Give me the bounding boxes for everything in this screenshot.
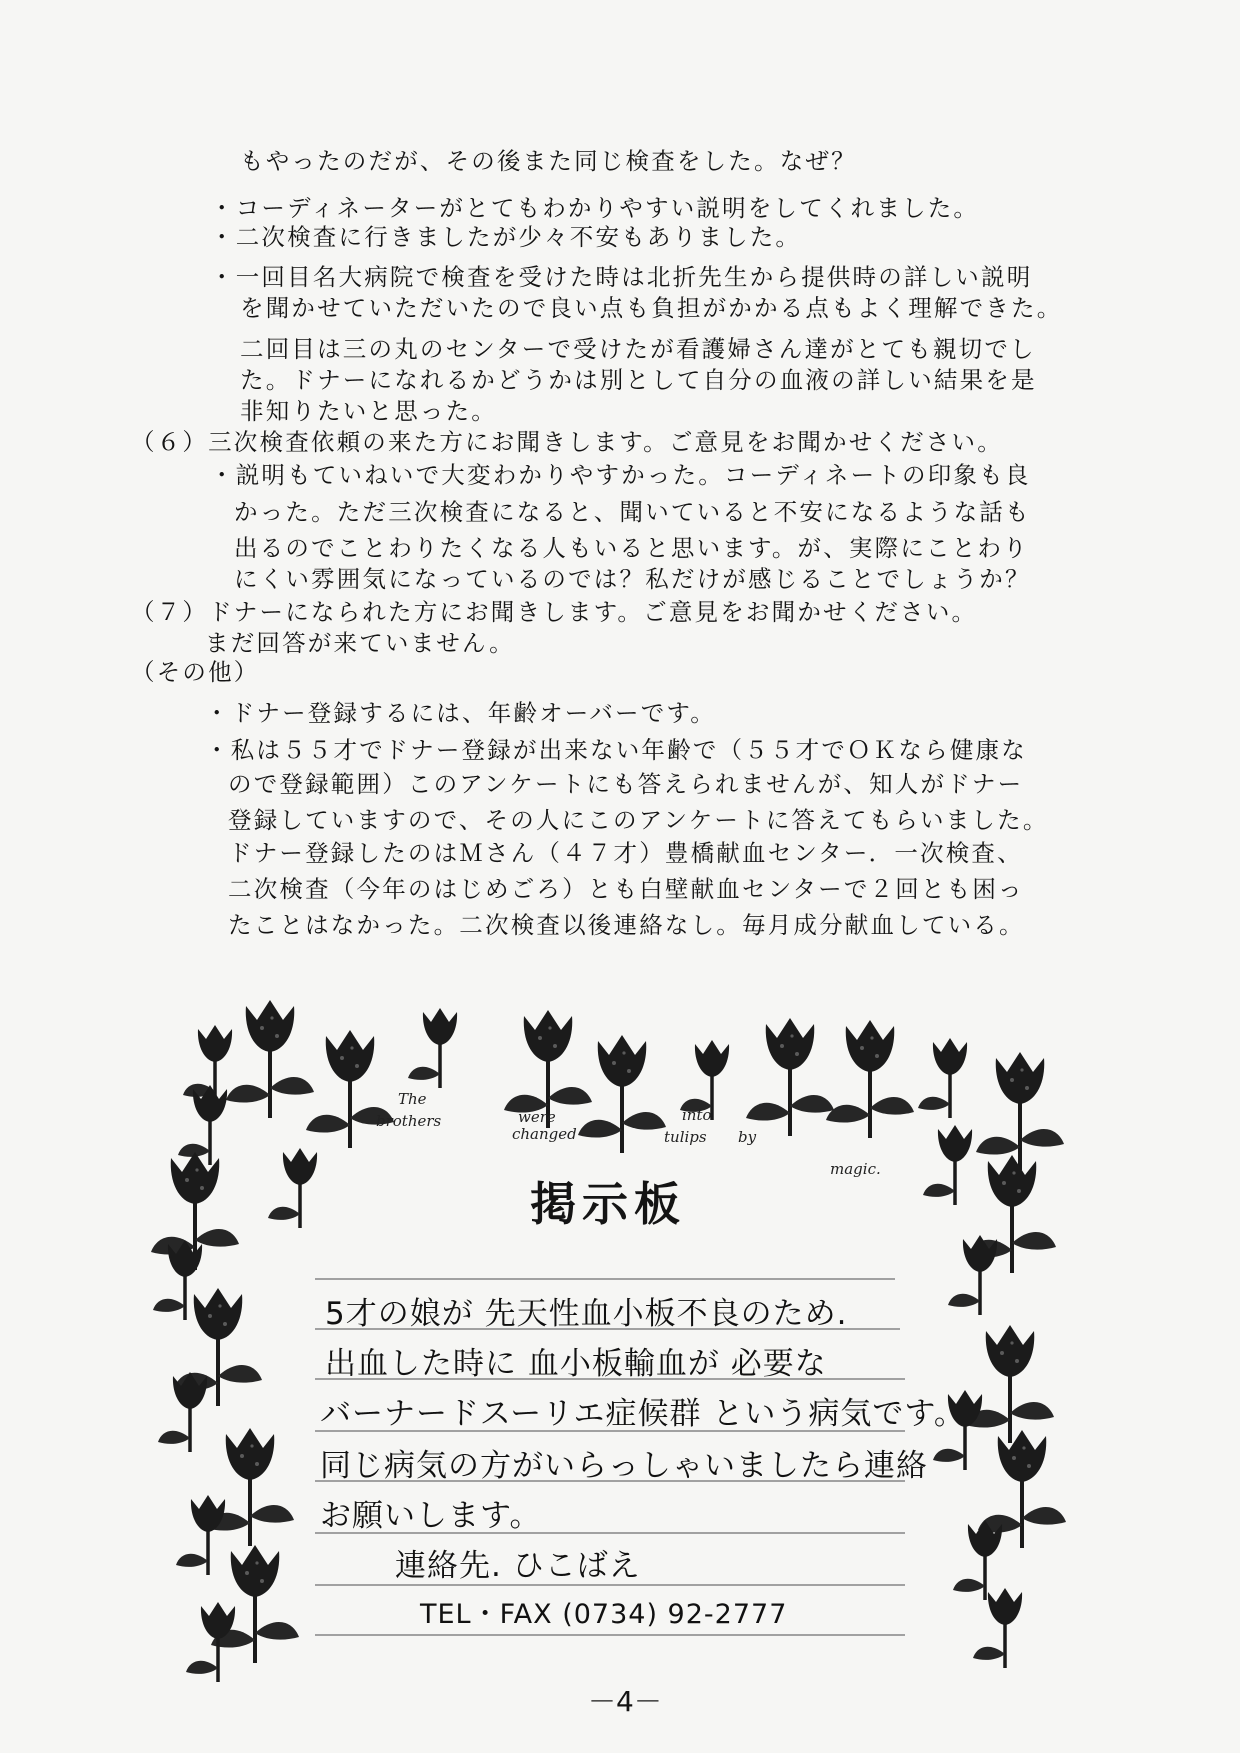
text-line-8: 非知りたいと思った。 <box>240 397 497 425</box>
text-line-22: 二次検査（今年のはじめごろ）とも白壁献血センターで２回とも困っ <box>228 875 1024 903</box>
decoration-word-changed: changed <box>512 1125 577 1143</box>
tulip-icon <box>826 1020 914 1138</box>
text-line-7: た。ドナーになれるかどうかは別として自分の血液の詳しい結果を是 <box>240 366 1037 394</box>
tulip-bud-icon <box>268 1148 317 1228</box>
text-line-10: ・説明もていねいで大変わかりやすかった。コーディネートの印象も良 <box>210 461 1031 489</box>
decoration-word-by: by <box>738 1128 757 1146</box>
ruled-line <box>315 1634 905 1636</box>
tulip-icon <box>206 1428 294 1546</box>
tulip-icon <box>151 1152 239 1270</box>
tulip-bud-icon <box>923 1125 972 1205</box>
board-line-2: 出血した時に 血小板輸血が 必要な <box>325 1346 827 1382</box>
board-line-3: バーナードスーリエ症候群 という病気です。 <box>320 1396 966 1432</box>
other-heading: （その他） <box>131 658 260 686</box>
text-line-18: ・私は５５才でドナー登録が出来ない年齢で（５５才でＯＫなら健康な <box>205 736 1027 764</box>
tulip-icon <box>306 1030 394 1148</box>
board-line-5: お願いします。 <box>320 1498 542 1534</box>
tulip-bud-icon <box>176 1495 225 1575</box>
text-line-23: たことはなかった。二次検査以後連絡なし。毎月成分献血している。 <box>228 911 1025 939</box>
text-line-11: かった。ただ三次検査になると、聞いていると不安になるような話も <box>234 498 1031 526</box>
text-line-3: ・二次検査に行きましたが少々不安もありました。 <box>210 223 802 251</box>
tulip-bud-icon <box>178 1085 227 1165</box>
question-7-heading: （７）ドナーになられた方にお聞きします。ご意見をお聞かせください。 <box>131 598 978 626</box>
tulip-icon <box>226 1000 314 1118</box>
board-contact-name: 連絡先. ひこばえ <box>395 1548 641 1584</box>
tulip-icon <box>211 1545 299 1663</box>
tulip-bud-icon <box>973 1588 1022 1668</box>
text-line-21: ドナー登録したのはＭさん（４７才）豊橋献血センター．一次検査、 <box>228 839 1023 867</box>
decoration-word-brothers: brothers <box>376 1112 442 1130</box>
decoration-word-tulips: tulips <box>664 1128 707 1146</box>
text-line-19: ので登録範囲）このアンケートにも答えられませんが、知人がドナー <box>228 770 1024 798</box>
decoration-word-into: into <box>682 1106 712 1124</box>
tulip-icon <box>578 1035 666 1153</box>
text-line-13: にくい雰囲気になっているのでは？私だけが感じることでしょうか？ <box>234 565 1031 593</box>
tulip-icon <box>976 1052 1064 1170</box>
question-6-heading: （６）三次検査依頼の来た方にお聞きします。ご意見をお聞かせください。 <box>131 428 1003 456</box>
text-line-15: まだ回答が来ていません。 <box>205 629 515 657</box>
tulip-icon <box>966 1325 1054 1443</box>
text-line-5: を聞かせていただいたので良い点も負担がかかる点もよく理解できた。 <box>240 294 1063 322</box>
ruled-line <box>315 1278 895 1280</box>
decoration-word-magic: magic. <box>830 1160 881 1178</box>
decoration-word-the: The <box>398 1090 427 1108</box>
board-line-1: 5才の娘が 先天性血小板不良のため. <box>325 1296 848 1332</box>
decoration-word-were: were <box>518 1108 556 1126</box>
tulip-bud-icon <box>408 1008 457 1088</box>
tulip-bud-icon <box>918 1038 967 1118</box>
page-number: －4－ <box>588 1685 662 1718</box>
board-title: 掲示板 <box>530 1177 686 1231</box>
tulip-icon <box>746 1018 834 1136</box>
text-line-12: 出るのでことわりたくなる人もいると思います。が、実際にことわり <box>234 534 1029 562</box>
text-line-2: ・コーディネーターがとてもわかりやすい説明をしてくれました。 <box>210 194 980 222</box>
text-line-6: 二回目は三の丸のセンターで受けたが看護婦さん達がとても親切でし <box>240 335 1036 363</box>
board-contact-phone: TEL・FAX (0734) 92-2777 <box>420 1599 788 1630</box>
text-line-1: もやったのだが、その後また同じ検査をした。なぜ？ <box>240 147 857 175</box>
text-line-17: ・ドナー登録するには、年齢オーバーです。 <box>205 699 716 727</box>
text-line-20: 登録していますので、その人にこのアンケートに答えてもらいました。 <box>228 806 1049 834</box>
board-line-4: 同じ病気の方がいらっしゃいましたら連絡 <box>320 1448 928 1484</box>
text-line-4: ・一回目名大病院で検査を受けた時は北折先生から提供時の詳しい説明 <box>210 263 1033 291</box>
